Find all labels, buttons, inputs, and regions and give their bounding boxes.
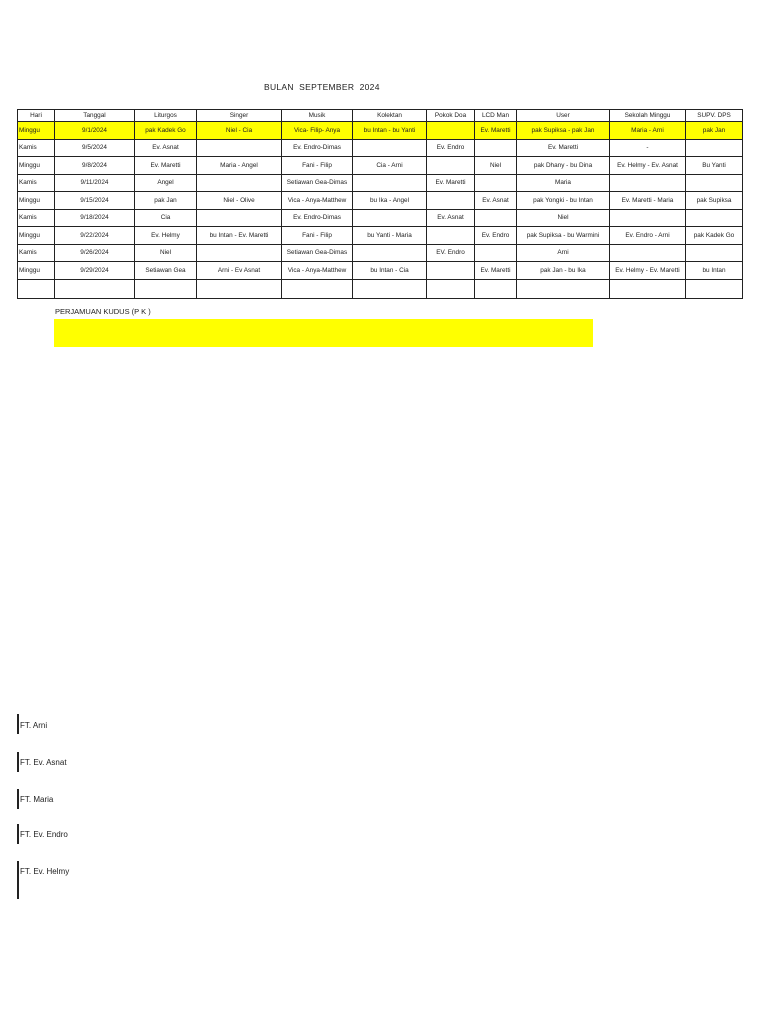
column-header-musik: Musik <box>282 110 353 122</box>
table-cell <box>197 209 282 227</box>
table-cell: Ev. Helmy <box>135 227 197 245</box>
table-cell: bu Yanti - Maria <box>353 227 427 245</box>
table-cell: Minggu <box>18 122 55 140</box>
table-cell <box>427 279 475 298</box>
column-header-liturgos: Liturgos <box>135 110 197 122</box>
table-cell: Minggu <box>18 192 55 210</box>
table-cell: 9/5/2024 <box>55 139 135 157</box>
ft-item: FT. Maria <box>20 795 54 804</box>
table-cell: Ev. Maretti <box>427 174 475 192</box>
table-cell: Ev. Endro <box>475 227 517 245</box>
table-cell: Ev. Endro-Dimas <box>282 139 353 157</box>
table-cell: pak Supiksa - bu Warmini <box>517 227 610 245</box>
table-cell <box>686 139 743 157</box>
table-cell: Maria - Arni <box>610 122 686 140</box>
table-cell: Ev. Helmy - Ev. Asnat <box>610 157 686 175</box>
table-cell <box>475 279 517 298</box>
table-cell: bu Intan - Ev. Maretti <box>197 227 282 245</box>
table-cell: 9/15/2024 <box>55 192 135 210</box>
table-row <box>18 262 743 280</box>
table-cell: Niel <box>517 209 610 227</box>
table-row <box>18 244 743 262</box>
ft-item: FT. Ev. Asnat <box>20 758 67 767</box>
column-header-supv-dps: SUPV. DPS <box>686 110 743 122</box>
table-cell: Cia - Arni <box>353 157 427 175</box>
table-cell: Setiawan Gea-Dimas <box>282 174 353 192</box>
table-cell: pak Supiksa <box>686 192 743 210</box>
table-cell: pak Supiksa - pak Jan <box>517 122 610 140</box>
table-cell <box>353 244 427 262</box>
column-header-kolektan: Kolektan <box>353 110 427 122</box>
table-cell <box>353 139 427 157</box>
table-cell: Minggu <box>18 262 55 280</box>
table-cell <box>610 244 686 262</box>
table-cell: pak Kadek Go <box>135 122 197 140</box>
table-cell: Setiawan Gea-Dimas <box>282 244 353 262</box>
table-row <box>18 157 743 175</box>
table-row <box>18 227 743 245</box>
table-cell: Kamis <box>18 209 55 227</box>
column-header-pokok-doa: Pokok Doa <box>427 110 475 122</box>
ft-divider <box>17 752 19 772</box>
perjamuan-kudus-label: PERJAMUAN KUDUS (P K ) <box>55 307 151 316</box>
table-row <box>18 139 743 157</box>
table-cell: Niel <box>475 157 517 175</box>
table-cell: Vica - Anya-Matthew <box>282 192 353 210</box>
column-header-sekolah-minggu: Sekolah Minggu <box>610 110 686 122</box>
ft-divider <box>17 789 19 809</box>
table-cell: Niel <box>135 244 197 262</box>
table-cell <box>18 279 55 298</box>
column-header-hari: Hari <box>18 110 55 122</box>
table-cell: Setiawan Gea <box>135 262 197 280</box>
table-cell: Arni - Ev Asnat <box>197 262 282 280</box>
table-cell <box>686 279 743 298</box>
table-cell <box>427 122 475 140</box>
table-cell: 9/18/2024 <box>55 209 135 227</box>
table-cell: pak Yongki - bu Intan <box>517 192 610 210</box>
table-cell <box>686 174 743 192</box>
table-cell: bu Intan - Cia <box>353 262 427 280</box>
table-cell <box>197 174 282 192</box>
table-cell: pak Dhany - bu Dina <box>517 157 610 175</box>
table-cell: - <box>610 139 686 157</box>
table-cell: Minggu <box>18 227 55 245</box>
table-cell <box>197 139 282 157</box>
table-cell: Maria <box>517 174 610 192</box>
table-cell: Ev. Endro <box>427 139 475 157</box>
ft-item: FT. Ev. Endro <box>20 830 68 839</box>
table-cell <box>135 279 197 298</box>
ft-item: FT. Ev. Helmy <box>20 867 70 876</box>
table-cell <box>427 192 475 210</box>
table-cell <box>475 209 517 227</box>
table-cell <box>686 209 743 227</box>
table-cell <box>475 139 517 157</box>
table-cell: Kamis <box>18 174 55 192</box>
table-header-row <box>18 110 743 122</box>
table-cell: Kamis <box>18 244 55 262</box>
table-cell: 9/1/2024 <box>55 122 135 140</box>
table-cell <box>55 279 135 298</box>
column-header-singer: Singer <box>197 110 282 122</box>
column-header-lcd-man: LCD Man <box>475 110 517 122</box>
table-cell <box>353 279 427 298</box>
table-cell <box>686 244 743 262</box>
table-cell: bu Ika - Angel <box>353 192 427 210</box>
perjamuan-kudus-highlight <box>54 319 593 347</box>
column-header-user: User <box>517 110 610 122</box>
table-cell: Angel <box>135 174 197 192</box>
table-cell: Niel - Olive <box>197 192 282 210</box>
table-cell: Ev. Maretti <box>135 157 197 175</box>
table-cell <box>610 209 686 227</box>
table-cell <box>610 174 686 192</box>
table-cell: Ev. Endro-Dimas <box>282 209 353 227</box>
table-cell <box>475 244 517 262</box>
table-cell: 9/8/2024 <box>55 157 135 175</box>
schedule-table <box>17 109 743 299</box>
column-header-tanggal: Tanggal <box>55 110 135 122</box>
table-cell <box>353 174 427 192</box>
table-cell: 9/22/2024 <box>55 227 135 245</box>
table-cell: Ev. Helmy - Ev. Maretti <box>610 262 686 280</box>
table-cell: Ev. Asnat <box>427 209 475 227</box>
table-cell: pak Jan <box>135 192 197 210</box>
table-cell: Ev. Maretti <box>475 262 517 280</box>
ft-divider <box>17 714 19 734</box>
table-cell: bu Intan <box>686 262 743 280</box>
table-cell <box>197 279 282 298</box>
page-title: BULAN SEPTEMBER 2024 <box>264 82 380 92</box>
table-cell: Fani - Filip <box>282 157 353 175</box>
table-cell: 9/11/2024 <box>55 174 135 192</box>
ft-item: FT. Arni <box>20 721 48 730</box>
table-cell: Cia <box>135 209 197 227</box>
table-cell: EV. Endro <box>427 244 475 262</box>
table-row <box>18 209 743 227</box>
table-row <box>18 174 743 192</box>
table-cell: Ev. Maretti <box>475 122 517 140</box>
table-cell <box>353 209 427 227</box>
table-cell <box>427 157 475 175</box>
table-cell: 9/29/2024 <box>55 262 135 280</box>
table-cell <box>282 279 353 298</box>
table-cell: Minggu <box>18 157 55 175</box>
table-cell <box>197 244 282 262</box>
table-cell: Bu Yanti <box>686 157 743 175</box>
table-row <box>18 192 743 210</box>
table-cell: Ev. Asnat <box>475 192 517 210</box>
table-cell: Maria - Angel <box>197 157 282 175</box>
table-cell: Ev. Endro - Arni <box>610 227 686 245</box>
table-cell: Ev. Maretti - Maria <box>610 192 686 210</box>
table-cell: Ev. Maretti <box>517 139 610 157</box>
table-cell: bu Intan - bu Yanti <box>353 122 427 140</box>
table-cell: Arni <box>517 244 610 262</box>
table-cell <box>427 227 475 245</box>
table-cell: Vica - Anya-Matthew <box>282 262 353 280</box>
table-cell <box>610 279 686 298</box>
table-cell: 9/26/2024 <box>55 244 135 262</box>
table-cell: pak Jan - bu Ika <box>517 262 610 280</box>
table-cell: pak Jan <box>686 122 743 140</box>
table-cell: Kamis <box>18 139 55 157</box>
table-cell: pak Kadek Go <box>686 227 743 245</box>
ft-divider <box>17 861 19 899</box>
table-cell <box>427 262 475 280</box>
table-row <box>18 279 743 298</box>
ft-divider <box>17 824 19 844</box>
table-row <box>18 122 743 140</box>
table-cell: Niel - Cia <box>197 122 282 140</box>
table-cell: Fani - Filip <box>282 227 353 245</box>
table-cell: Ev. Asnat <box>135 139 197 157</box>
table-cell <box>475 174 517 192</box>
table-cell <box>517 279 610 298</box>
table-cell: Vica- Filip- Anya <box>282 122 353 140</box>
